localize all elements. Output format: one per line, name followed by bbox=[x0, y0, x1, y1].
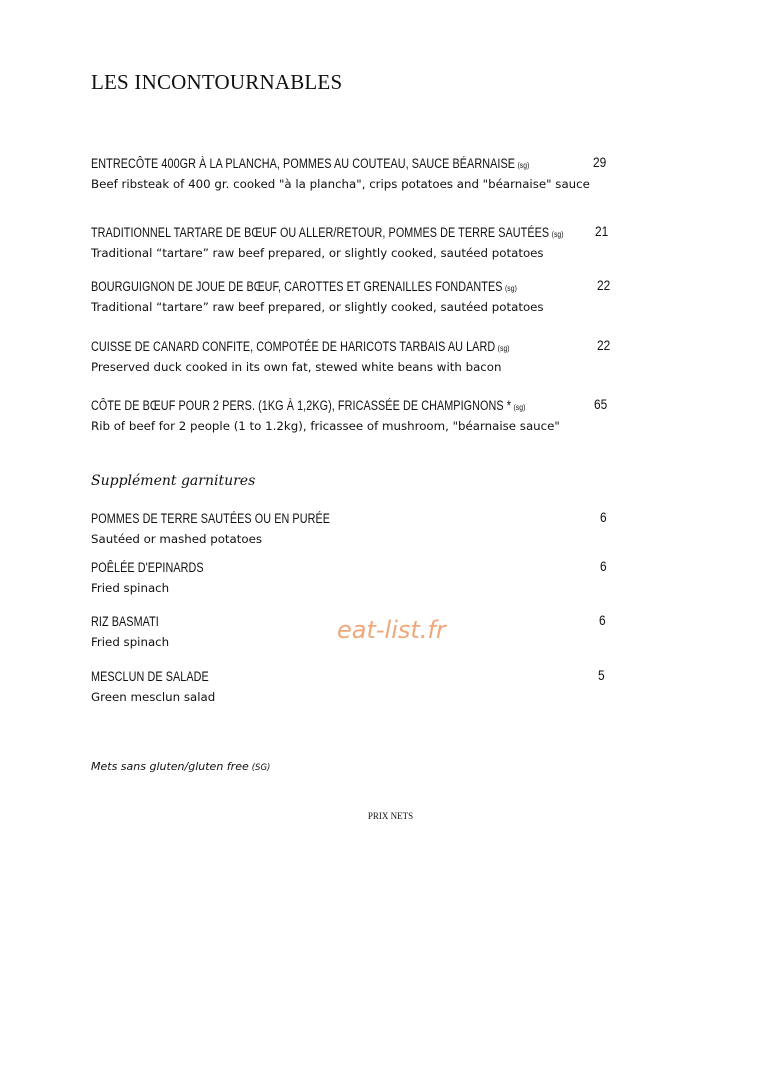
section-title: Supplément garnitures bbox=[91, 473, 256, 489]
side-item bbox=[91, 559, 651, 595]
menu-item bbox=[91, 397, 651, 433]
item-description-en: Traditional “tartare” raw beef prepared, or slightly cooked, sautéed potatoes bbox=[91, 246, 544, 260]
item-name-fr: CUISSE DE CANARD CONFITE, COMPOTÉE DE HARICOTS TARBAIS AU LARD (sg) bbox=[91, 339, 510, 354]
item-name-fr: CÔTE DE BŒUF POUR 2 PERS. (1KG À 1,2KG), FRICASSÉE DE CHAMPIGNONS * (sg) bbox=[91, 398, 526, 413]
item-description-en: Preserved duck cooked in its own fat, stewed white beans with bacon bbox=[91, 360, 502, 374]
item-price: 5 bbox=[598, 667, 605, 683]
gluten-free-footnote: Mets sans gluten/gluten free (SG) bbox=[91, 760, 271, 773]
item-name-fr: POÊLÉE D'EPINARDS bbox=[91, 560, 204, 575]
item-description-en: Green mesclun salad bbox=[91, 690, 216, 704]
menu-item bbox=[91, 278, 651, 314]
item-price: 65 bbox=[594, 396, 608, 412]
item-price: 6 bbox=[599, 612, 606, 628]
item-name-fr: TRADITIONNEL TARTARE DE BŒUF OU ALLER/RETOUR, POMMES DE TERRE SAUTÉES (sg) bbox=[91, 225, 564, 240]
gluten-free-tag: (sg) bbox=[517, 160, 530, 170]
item-price: 6 bbox=[600, 558, 607, 574]
item-price: 29 bbox=[593, 154, 607, 170]
item-description-en: Fried spinach bbox=[91, 635, 170, 649]
side-item bbox=[91, 510, 651, 546]
item-description-en: Rib of beef for 2 people (1 to 1.2kg), fricassee of mushroom, "béarnaise sauce" bbox=[91, 419, 560, 433]
item-name-fr: BOURGUIGNON DE JOUE DE BŒUF, CAROTTES ET GRENAILLES FONDANTES (sg) bbox=[91, 279, 517, 294]
item-description-en: Fried spinach bbox=[91, 581, 170, 595]
item-description-en: Sautéed or mashed potatoes bbox=[91, 532, 263, 546]
item-price: 22 bbox=[597, 337, 611, 353]
item-name-fr: ENTRECÔTE 400GR À LA PLANCHA, POMMES AU COUTEAU, SAUCE BÉARNAISE (sg) bbox=[91, 156, 530, 171]
item-price: 6 bbox=[600, 509, 607, 525]
item-price: 22 bbox=[597, 277, 611, 293]
footnote-tag: (SG) bbox=[251, 763, 271, 773]
menu-item bbox=[91, 224, 651, 260]
side-item bbox=[91, 668, 651, 704]
menu-item bbox=[91, 155, 651, 191]
gluten-free-tag: (sg) bbox=[504, 283, 517, 293]
gluten-free-tag: (sg) bbox=[551, 229, 564, 239]
item-name-fr: MESCLUN DE SALADE bbox=[91, 669, 209, 684]
page-title: LES INCONTOURNABLES bbox=[91, 70, 343, 94]
watermark: eat-list.fr bbox=[337, 616, 446, 644]
item-name-fr: RIZ BASMATI bbox=[91, 614, 159, 629]
gluten-free-tag: (sg) bbox=[497, 343, 510, 353]
item-description-en: Traditional “tartare” raw beef prepared, or slightly cooked, sautéed potatoes bbox=[91, 300, 544, 314]
prix-nets: PRIX NETS bbox=[367, 811, 414, 821]
menu-item bbox=[91, 338, 651, 374]
item-name-fr: POMMES DE TERRE SAUTÉES OU EN PURÉE bbox=[91, 511, 331, 526]
item-description-en: Beef ribsteak of 400 gr. cooked "à la plancha", crips potatoes and "béarnaise" sauce bbox=[91, 177, 590, 191]
item-price: 21 bbox=[595, 223, 609, 239]
gluten-free-tag: (sg) bbox=[513, 402, 526, 412]
